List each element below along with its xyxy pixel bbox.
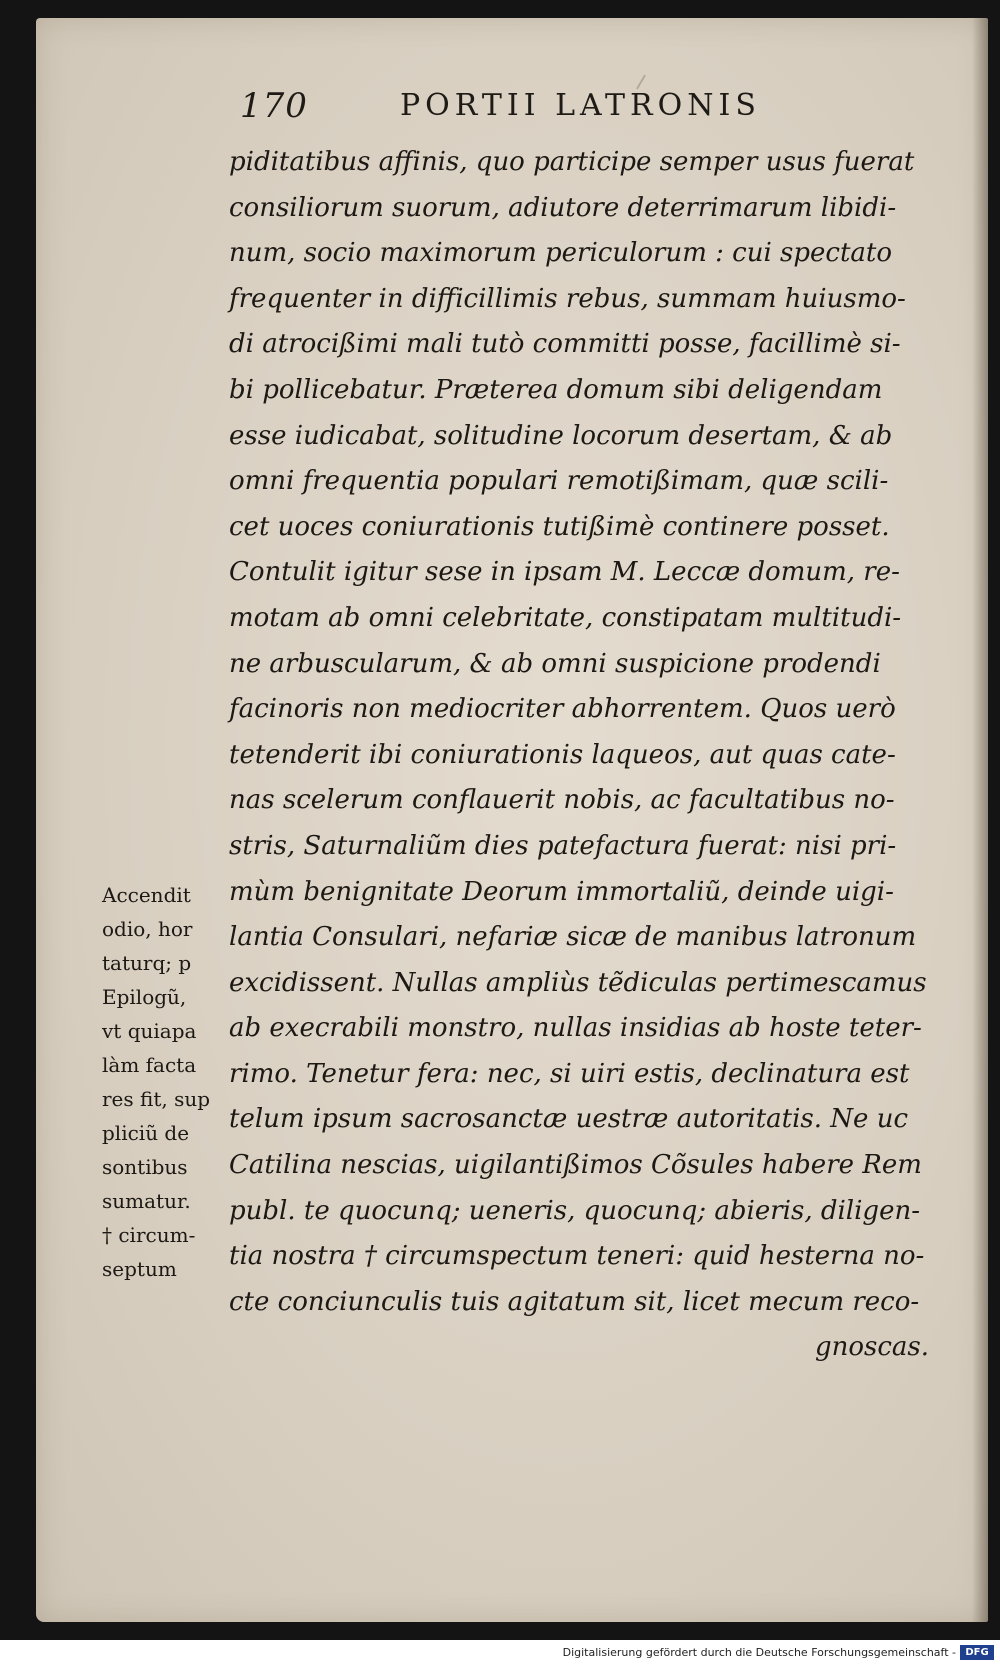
dfg-logo: DFG: [960, 1645, 994, 1660]
footer-credit: Digitalisierung gefördert durch die Deutsche Forschungsgemeinschaft -: [562, 1646, 956, 1659]
page-number: 170: [240, 86, 308, 126]
text-line: consiliorum suorum, adiutore deterrimarum libidi-: [229, 192, 897, 223]
margin-note-line: res fit, sup: [102, 1087, 211, 1111]
margin-note-line: † circum-: [102, 1223, 196, 1247]
running-title: PORTII LATRONIS: [400, 88, 761, 123]
text-line: telum ipsum sacrosanctæ uestræ autoritatis. Ne uc: [229, 1104, 909, 1135]
text-line: nas scelerum conflauerit nobis, ac facultatibus no-: [229, 785, 895, 816]
text-line: lantia Consulari, nefariæ sicæ de manibus latronum: [229, 922, 917, 953]
margin-note-line: pliciũ de: [102, 1121, 190, 1145]
margin-note-line: sontibus: [102, 1155, 188, 1179]
margin-note-line: vt quiapa: [102, 1019, 197, 1043]
margin-note: [102, 878, 232, 1286]
text-line: di atrocißimi mali tutò committi posse, facillimè si-: [229, 329, 901, 360]
text-line: mùm benignitate Deorum immortaliũ, deinde uigi-: [229, 876, 894, 907]
text-line: cet uoces coniurationis tutißimè continere posset.: [229, 511, 890, 542]
text-line: stris, Saturnaliũm dies patefactura fuerat: nisi pri-: [229, 830, 897, 861]
text-line: Contulit igitur sese in ipsam M. Leccæ domum, re-: [229, 557, 900, 588]
text-line: excidissent. Nullas ampliùs tẽdiculas pertimescamus: [229, 967, 927, 998]
body-text: [229, 140, 929, 1371]
text-line: rimo. Tenetur fera: nec, si uiri estis, declinatura est: [229, 1058, 910, 1089]
text-line: bi pollicebatur. Præterea domum sibi deligendam: [229, 374, 883, 405]
text-line: num, socio maximorum periculorum : cui spectato: [229, 238, 893, 269]
text-line: cte conciunculis tuis agitatum sit, licet mecum reco-: [229, 1286, 920, 1317]
margin-note-line: odio, hor: [102, 917, 193, 941]
text-line: Catilina nescias, uigilantißimos Cõsules habere Rem: [229, 1150, 922, 1181]
text-line: ne arbuscularum, & ab omni suspicione prodendi: [229, 648, 881, 679]
margin-note-line: Epilogũ,: [102, 985, 187, 1009]
text-line: esse iudicabat, solitudine locorum desertam, & ab: [229, 420, 893, 451]
text-line: publ. te quocunq; ueneris, quocunq; abieris, diligen-: [229, 1195, 920, 1226]
text-line: tetenderit ibi coniurationis laqueos, aut quas cate-: [229, 739, 896, 770]
footer-bar: [0, 1640, 1000, 1667]
margin-note-line: Accendit: [102, 883, 191, 907]
text-line: facinoris non mediocriter abhorrentem. Quos uerò: [229, 694, 896, 725]
text-line: omni frequentia populari remotißimam, quæ scili-: [229, 466, 889, 497]
running-head: [240, 86, 880, 136]
margin-note-line: taturq; p: [102, 951, 192, 975]
margin-note-line: làm facta: [102, 1053, 197, 1077]
text-line: frequenter in difficillimis rebus, summam huiusmo-: [229, 283, 906, 314]
margin-note-line: sumatur.: [102, 1189, 191, 1213]
text-line: piditatibus affinis, quo participe semper usus fuerat: [229, 147, 915, 177]
catchword-line: gnoscas.: [814, 1332, 929, 1363]
text-line: tia nostra † circumspectum teneri: quid hesterna no-: [229, 1241, 925, 1272]
text-line: motam ab omni celebritate, constipatam multitudi-: [229, 602, 902, 633]
text-line: ab execrabili monstro, nullas insidias ab hoste teter-: [229, 1013, 922, 1044]
margin-note-line: septum: [102, 1257, 177, 1281]
gutter-shadow: [972, 18, 988, 1622]
